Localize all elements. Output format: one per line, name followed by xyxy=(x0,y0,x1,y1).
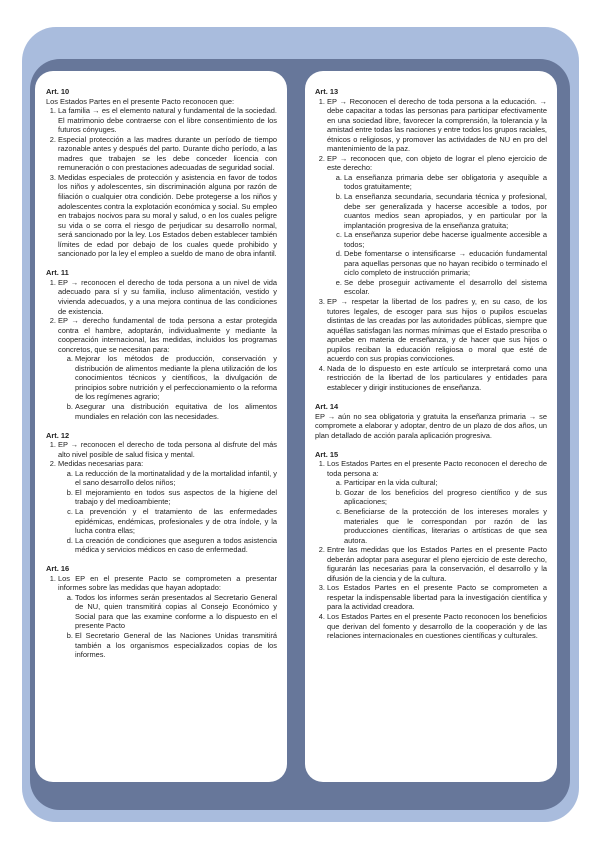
article-12 xyxy=(46,431,277,555)
list-item: 1. La familia → es el elemento natural y fundamental de la sociedad. El matrimonio debe contraerse con el libre consentimiento de los futuros cónyuges. xyxy=(58,106,277,135)
sub-list-item: a. La reducción de la mortinatalidad y de la mortalidad infantil, y el sano desarrollo delos niños; xyxy=(75,469,277,488)
article-16 xyxy=(46,564,277,659)
right-column xyxy=(305,71,557,782)
sub-list xyxy=(58,593,277,660)
article-title: Art. 11 xyxy=(46,268,69,278)
article-14 xyxy=(315,402,547,440)
sub-list-item: b. El mejoramiento en todos sus aspectos de la higiene del trabajo y del medioambiente; xyxy=(75,488,277,507)
list-item: 1. EP → Reconocen el derecho de toda persona a la educación. → debe capacitar a todas las personas para participar efectivamente en una sociedad libre, favorecer la comprensión, la tolerancia y la amistad entre todas las naciones y entre todos los grupos raciales, étnicos o religiosos, y promover las actividades de NU en pro del mantenimiento de la paz. xyxy=(327,97,547,154)
article-title: Art. 14 xyxy=(315,402,339,411)
list-item-text: EP → derecho fundamental de toda persona a estar protegida contra el hambre, adoptarán, individualmente y mediante la cooperación internacional, las medidas, incluidos los programas concretos, que se necesitan para: xyxy=(58,316,277,354)
list-item: 1. EP → reconocen el derecho de toda persona a un nivel de vida adecuado para sí y su familia, incluso alimentación, vestido y vivienda adecuados, y a una mejora continua de las condiciones de existencia. xyxy=(58,278,277,316)
list-item: 2. Entre las medidas que los Estados Partes en el presente Pacto deberán adoptar para asegurar el pleno ejercicio de este derecho, figurarán las necesarias para la conservación, el desarrollo y la difusión de la ciencia y de la cultura. xyxy=(327,545,547,583)
list-item: 4. Nada de lo dispuesto en este artículo se interpretará como una restricción de la libertad de los particulares y entidades para establecer y dirigir instituciones de enseñanza. xyxy=(327,364,547,393)
sub-list-item: b. Asegurar una distribución equitativa de los alimentos mundiales en relación con las necesidades. xyxy=(75,402,277,421)
article-list xyxy=(315,97,547,393)
article-15 xyxy=(315,450,547,641)
article-list xyxy=(46,574,277,660)
article-list xyxy=(46,106,277,259)
sub-list-item: c. La prevención y el tratamiento de las enfermedades epidémicas, endémicas, profesionales y de otra índole, y la lucha contra ellas; xyxy=(75,507,277,536)
left-column xyxy=(35,71,287,782)
article-intro: Los Estados Partes en el presente Pacto reconocen que: xyxy=(46,96,235,106)
article-title: Art. 12 xyxy=(46,430,70,440)
list-item-text: Los EP en el presente Pacto se comprometen a presentar informes sobre las medidas que hayan adoptado: xyxy=(58,573,277,593)
article-10 xyxy=(46,87,277,259)
list-item-text: Los Estados Partes en el presente Pacto reconocen el derecho de toda persona a: xyxy=(327,459,547,478)
sub-list-item: a. Todos los informes serán presentados al Secretario General de NU, quien transmitirá copias al Consejo Económico y Social para que las examine conforme a lo dispuesto en el presente Pacto xyxy=(75,593,277,631)
sub-list-item: a. La enseñanza primaria debe ser obligatoria y asequible a todos gratuitamente; xyxy=(344,173,547,192)
article-list xyxy=(315,459,547,640)
article-title: Art. 10 xyxy=(46,87,70,96)
list-item xyxy=(58,574,277,660)
sub-list xyxy=(58,469,277,555)
sub-list-item: b. Gozar de los beneficios del progreso científico y de sus aplicaciones; xyxy=(344,488,547,507)
article-title: Art. 16 xyxy=(46,564,70,574)
list-item: 1. EP → reconocen el derecho de toda persona al disfrute del más alto nivel posible de salud física y mental. xyxy=(58,440,277,459)
sub-list-item: a. Participar en la vida cultural; xyxy=(344,478,547,488)
article-list xyxy=(46,278,277,421)
list-item: 4. Los Estados Partes en el presente Pacto reconocen los beneficios que derivan del fomento y desarrollo de la cooperación y de las relaciones internacionales en cuestiones científicas y culturales. xyxy=(327,612,547,641)
list-item-text: Medidas necesarias para: xyxy=(58,459,144,469)
list-item-text: EP → reconocen que, con objeto de lograr el pleno ejercicio de este derecho: xyxy=(327,153,547,173)
article-title: Art. 15 xyxy=(315,449,339,459)
sub-list-item: a. Mejorar los métodos de producción, conservación y distribución de alimentos mediante la plena utilización de los conocimientos técnicos y científicos, la divulgación de principios sobre nutrición y el perfeccionamiento o la reforma de los regímenes agrario; xyxy=(75,354,277,402)
list-item xyxy=(327,154,547,297)
sub-list-item: d. Debe fomentarse o intensificarse → educación fundamental para aquellas personas que no hayan recibido o terminado el ciclo completo de instrucción primaria; xyxy=(344,249,547,278)
article-13 xyxy=(315,87,547,393)
sub-list-item: c. La enseñanza superior debe hacerse igualmente accesible a todos; xyxy=(344,230,547,249)
sub-list xyxy=(58,354,277,421)
list-item xyxy=(327,459,547,545)
list-item: 3. Los Estados Partes en el presente Pacto se comprometen a respetar la indispensable libertad para la investigación científica y para la actividad creadora. xyxy=(327,583,547,612)
sub-list-item: e. Se debe proseguir activamente el desarrollo del sistema escolar. xyxy=(344,278,547,297)
sub-list-item: c. Beneficiarse de la protección de los intereses morales y materiales que le correspondan por razón de las producciones científicas, literarias o artísticas de que sea autora. xyxy=(344,507,547,545)
sub-list-item: b. La enseñanza secundaria, secundaria técnica y profesional, debe ser generalizada y hacerse accesible a todos, por cuantos medios sean apropiados, y en particular por la implantación progresiva de la enseñanza gratuita; xyxy=(344,192,547,230)
article-title: Art. 13 xyxy=(315,87,339,96)
sub-list-item: d. La creación de condiciones que aseguren a todos asistencia médica y servicios médicos en caso de enfermedad. xyxy=(75,536,277,555)
article-text: EP → aún no sea obligatoria y gratuita la enseñanza primaria → se compromete a elaborar y adoptar, dentro de un plazo de dos años, un plan detallado de acción parala aplicación progresiva. xyxy=(315,411,547,440)
list-item xyxy=(58,459,277,554)
list-item: 2. Especial protección a las madres durante un período de tiempo razonable antes y después del parto. Durante dicho período, a las madres que trabajen se les debe conceder licencia con remuneración o con prestaciones adecuadas de seguridad social. xyxy=(58,135,277,173)
sub-list-item: b. El Secretario General de las Naciones Unidas transmitirá también a los organismos especializados copias de los informes. xyxy=(75,631,277,660)
list-item: 3. EP → respetar la libertad de los padres y, en su caso, de los tutores legales, de escoger para sus hijos o pupilos escuelas distintas de las creadas por las autoridades públicas, siempre que aquéllas satisfagan las normas mínimas que el Estado prescriba o apruebe en materia de enseñanza, y de hacer que sus hijos o pupilos reciban la educación religiosa o moral que esté de acuerdo con sus propias convicciones. xyxy=(327,297,547,364)
list-item: 3. Medidas especiales de protección y asistencia en favor de todos los niños y adolescentes, sin discriminación alguna por razón de filiación o cualquier otra condición. Debe protegerse a los niños y adolescentes contra la explotación económica y social. Su empleo en trabajos nocivos para su moral y salud, o en los cuales peligre su vida o se corra el riesgo de perjudicar su desarrollo normal, será sancionado por la ley. Los Estados deben establecer también límites de edad por debajo de los cuales quede prohibido y sancionado por la ley el empleo a sueldo de mano de obra infantil. xyxy=(58,173,277,259)
list-item xyxy=(58,316,277,421)
article-list xyxy=(46,440,277,555)
sub-list xyxy=(327,478,547,545)
sub-list xyxy=(327,173,547,297)
article-11 xyxy=(46,268,277,421)
